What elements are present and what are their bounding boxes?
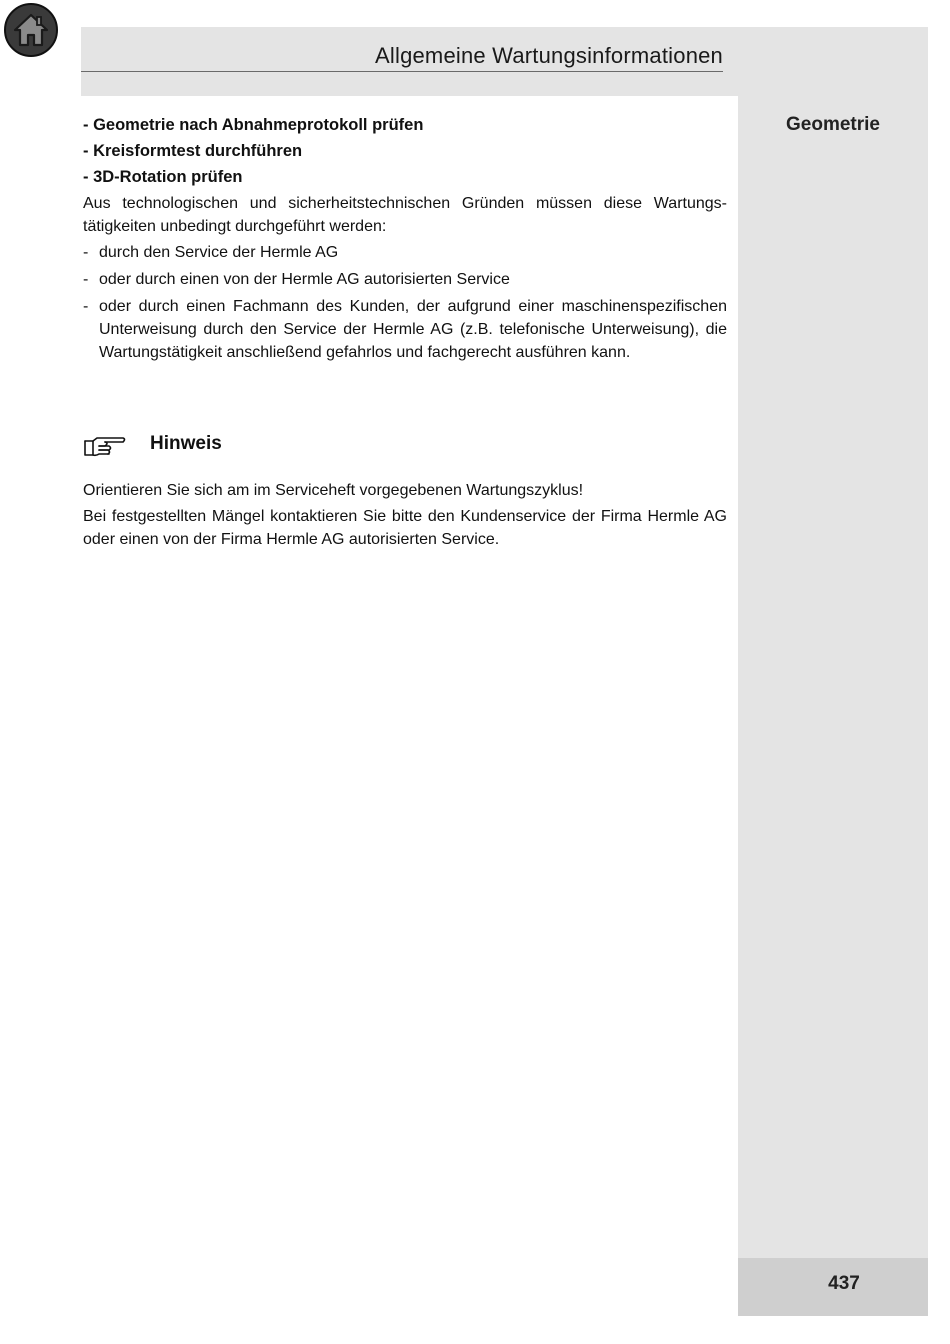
list-item [83,268,727,291]
right-sidebar [738,96,928,1316]
service-list [83,241,727,364]
hinweis-title: Hinweis [150,433,222,454]
list-item [83,295,727,364]
page-title: Allgemeine Wartungsinformationen [375,43,723,68]
task-item: - Kreisformtest durchführen [83,142,303,160]
list-item-text: durch den Service der Hermle AG [99,244,339,261]
list-dash: - [83,244,89,261]
list-dash: - [83,298,89,315]
home-button[interactable] [4,3,58,57]
section-title: Geometrie [786,114,880,135]
header-divider [81,71,723,72]
hinweis-heading [83,432,727,462]
hinweis-text [83,479,727,554]
note-line: Bei festgestellten Mängel kontaktieren Sie bitte den Kundenservice der Firma Hermle AG oder einen von der Firma Hermle AG autorisierten Service. [83,508,727,548]
page-number: 437 [828,1273,860,1294]
main-content [83,112,727,368]
note-line: Orientieren Sie sich am im Serviceheft vorgegebenen Wartungszyklus! [83,482,584,499]
list-item-text: oder durch einen Fachmann des Kunden, der aufgrund einer maschinenspezifischen Unterweisung durch den Service der Hermle AG (z.B. telefonische Unterweisung), die Wartungstätigkeit anschließend gefahrlos und fachgerecht ausführen kann. [99,298,727,361]
list-item-text: oder durch einen von der Hermle AG autorisierten Service [99,271,510,288]
list-item [83,241,727,264]
home-icon [12,12,50,48]
task-item: - Geometrie nach Abnahmeprotokoll prüfen [83,116,424,134]
intro-paragraph: Aus technologischen und sicherheitstechnischen Gründen müssen diese Wartungs-tätigkeiten unbedingt durchgeführt werden: [83,195,727,235]
pointing-hand-icon [83,434,127,458]
task-item: - 3D-Rotation prüfen [83,168,243,186]
list-dash: - [83,271,89,288]
